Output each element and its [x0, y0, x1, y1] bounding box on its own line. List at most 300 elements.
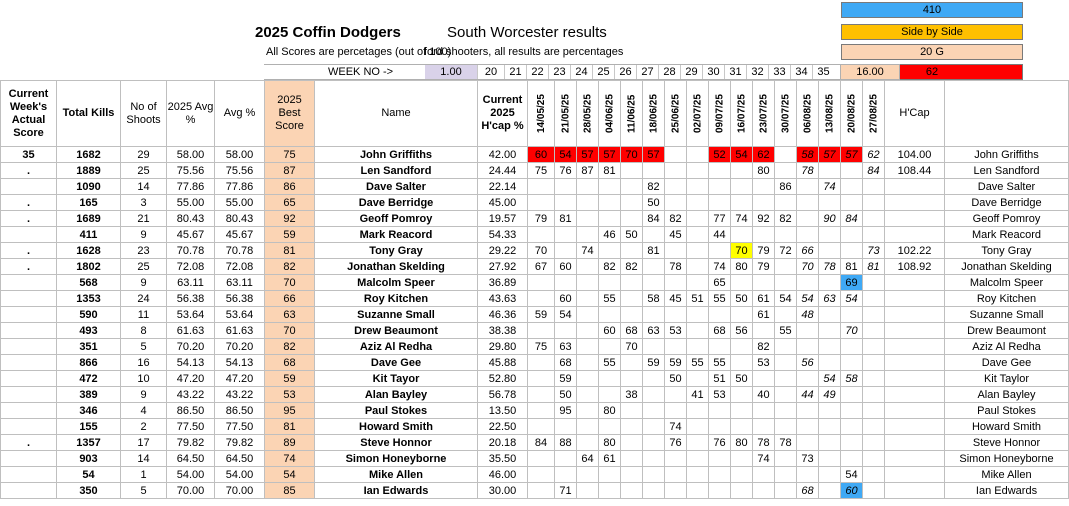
- current-score-cell[interactable]: [1, 179, 57, 195]
- week-number-cell[interactable]: 31: [724, 65, 746, 79]
- shooter-name-right-cell[interactable]: Tony Gray: [945, 243, 1069, 259]
- weekly-score-cell[interactable]: [665, 339, 687, 355]
- weekly-score-cell[interactable]: [731, 419, 753, 435]
- weekly-score-cell[interactable]: 50: [555, 387, 577, 403]
- shooter-name-right-cell[interactable]: Dave Gee: [945, 355, 1069, 371]
- weekly-score-cell[interactable]: 63: [819, 291, 841, 307]
- weekly-score-cell[interactable]: [841, 387, 863, 403]
- weekly-score-cell[interactable]: 58: [797, 147, 819, 163]
- hcap-cell[interactable]: 36.89: [478, 275, 528, 291]
- weekly-score-cell[interactable]: [775, 275, 797, 291]
- weekly-score-cell[interactable]: 80: [753, 163, 775, 179]
- weekly-score-cell[interactable]: [819, 323, 841, 339]
- weekly-score-cell[interactable]: 86: [775, 179, 797, 195]
- col-header-date[interactable]: 14/05/25: [528, 81, 555, 147]
- hcap2-cell[interactable]: [885, 483, 945, 499]
- weekly-score-cell[interactable]: 46: [599, 227, 621, 243]
- week-value-cell[interactable]: 1.00: [425, 65, 477, 79]
- weekly-score-cell[interactable]: 70: [797, 259, 819, 275]
- total-kills-cell[interactable]: 389: [57, 387, 121, 403]
- shooter-name-cell[interactable]: Ian Edwards: [315, 483, 478, 499]
- shooter-name-cell[interactable]: Simon Honeyborne: [315, 451, 478, 467]
- weekly-score-cell[interactable]: 82: [643, 179, 665, 195]
- best-score-cell[interactable]: 75: [265, 147, 315, 163]
- weekly-score-cell[interactable]: 53: [665, 323, 687, 339]
- weekly-score-cell[interactable]: [687, 467, 709, 483]
- current-score-cell[interactable]: [1, 291, 57, 307]
- info-cell-62[interactable]: 62: [841, 64, 1023, 80]
- col-header-shoots[interactable]: No of Shoots: [121, 81, 167, 147]
- weekly-score-cell[interactable]: 76: [555, 163, 577, 179]
- hcap2-cell[interactable]: 104.00: [885, 147, 945, 163]
- weekly-score-cell[interactable]: [819, 339, 841, 355]
- weekly-score-cell[interactable]: 70: [731, 243, 753, 259]
- avg-cell[interactable]: 79.82: [215, 435, 265, 451]
- hcap-cell[interactable]: 30.00: [478, 483, 528, 499]
- weekly-score-cell[interactable]: [577, 275, 599, 291]
- weekly-score-cell[interactable]: 68: [621, 323, 643, 339]
- weekly-score-cell[interactable]: 80: [731, 259, 753, 275]
- avg-cell[interactable]: 54.13: [215, 355, 265, 371]
- shooter-name-right-cell[interactable]: Len Sandford: [945, 163, 1069, 179]
- weekly-score-cell[interactable]: 81: [841, 259, 863, 275]
- weekly-score-cell[interactable]: [775, 483, 797, 499]
- weekly-score-cell[interactable]: [687, 323, 709, 339]
- weekly-score-cell[interactable]: [687, 419, 709, 435]
- weekly-score-cell[interactable]: [643, 403, 665, 419]
- col-header-total-kills[interactable]: Total Kills: [57, 81, 121, 147]
- current-score-cell[interactable]: [1, 227, 57, 243]
- shooter-name-cell[interactable]: Jonathan Skelding: [315, 259, 478, 275]
- weekly-score-cell[interactable]: [687, 163, 709, 179]
- weekly-score-cell[interactable]: [775, 259, 797, 275]
- avg-cell[interactable]: 61.63: [215, 323, 265, 339]
- weekly-score-cell[interactable]: 44: [797, 387, 819, 403]
- weekly-score-cell[interactable]: 88: [555, 435, 577, 451]
- weekly-score-cell[interactable]: 44: [709, 227, 731, 243]
- weekly-score-cell[interactable]: 51: [687, 291, 709, 307]
- weekly-score-cell[interactable]: [841, 419, 863, 435]
- shoots-cell[interactable]: 21: [121, 211, 167, 227]
- best-score-cell[interactable]: 81: [265, 419, 315, 435]
- weekly-score-cell[interactable]: [621, 435, 643, 451]
- weekly-score-cell[interactable]: 73: [797, 451, 819, 467]
- weekly-score-cell[interactable]: [687, 179, 709, 195]
- weekly-score-cell[interactable]: [643, 451, 665, 467]
- weekly-score-cell[interactable]: 63: [643, 323, 665, 339]
- col-header-date[interactable]: 06/08/25: [797, 81, 819, 147]
- weekly-score-cell[interactable]: [841, 163, 863, 179]
- hcap2-cell[interactable]: 102.22: [885, 243, 945, 259]
- weekly-score-cell[interactable]: [753, 371, 775, 387]
- weekly-score-cell[interactable]: [731, 467, 753, 483]
- weekly-score-cell[interactable]: [528, 323, 555, 339]
- weekly-score-cell[interactable]: 79: [528, 211, 555, 227]
- current-score-cell[interactable]: .: [1, 163, 57, 179]
- weekly-score-cell[interactable]: 60: [528, 147, 555, 163]
- weekly-score-cell[interactable]: 68: [797, 483, 819, 499]
- weekly-score-cell[interactable]: 61: [753, 291, 775, 307]
- weekly-score-cell[interactable]: [753, 179, 775, 195]
- weekly-score-cell[interactable]: 45: [665, 227, 687, 243]
- hcap2-cell[interactable]: [885, 227, 945, 243]
- hcap-cell[interactable]: 52.80: [478, 371, 528, 387]
- avg-2025-cell[interactable]: 63.11: [167, 275, 215, 291]
- weekly-score-cell[interactable]: 57: [599, 147, 621, 163]
- weekly-score-cell[interactable]: 73: [863, 243, 885, 259]
- weekly-score-cell[interactable]: 58: [643, 291, 665, 307]
- week-number-cell[interactable]: 33: [768, 65, 790, 79]
- hcap2-cell[interactable]: [885, 451, 945, 467]
- weekly-score-cell[interactable]: [621, 195, 643, 211]
- weekly-score-cell[interactable]: [528, 355, 555, 371]
- weekly-score-cell[interactable]: [731, 275, 753, 291]
- weekly-score-cell[interactable]: [863, 483, 885, 499]
- weekly-score-cell[interactable]: [841, 243, 863, 259]
- shooter-name-right-cell[interactable]: Steve Honnor: [945, 435, 1069, 451]
- weekly-score-cell[interactable]: [775, 419, 797, 435]
- weekly-score-cell[interactable]: 70: [621, 147, 643, 163]
- shooter-name-right-cell[interactable]: Geoff Pomroy: [945, 211, 1069, 227]
- shooter-name-cell[interactable]: Dave Gee: [315, 355, 478, 371]
- hcap-cell[interactable]: 24.44: [478, 163, 528, 179]
- weekly-score-cell[interactable]: 80: [599, 403, 621, 419]
- weekly-score-cell[interactable]: [709, 467, 731, 483]
- col-header-date[interactable]: 20/08/25: [841, 81, 863, 147]
- weekly-score-cell[interactable]: [621, 275, 643, 291]
- weekly-score-cell[interactable]: [555, 227, 577, 243]
- weekly-score-cell[interactable]: 50: [731, 371, 753, 387]
- shooter-name-cell[interactable]: Suzanne Small: [315, 307, 478, 323]
- weekly-score-cell[interactable]: [643, 227, 665, 243]
- current-score-cell[interactable]: [1, 403, 57, 419]
- shoots-cell[interactable]: 9: [121, 227, 167, 243]
- weekly-score-cell[interactable]: 87: [577, 163, 599, 179]
- weekly-score-cell[interactable]: [797, 435, 819, 451]
- col-header-best-score[interactable]: 2025 Best Score: [265, 81, 315, 147]
- weekly-score-cell[interactable]: [819, 307, 841, 323]
- hcap2-cell[interactable]: [885, 211, 945, 227]
- weekly-score-cell[interactable]: 57: [577, 147, 599, 163]
- shooter-name-cell[interactable]: Steve Honnor: [315, 435, 478, 451]
- total-kills-cell[interactable]: 472: [57, 371, 121, 387]
- shooter-name-right-cell[interactable]: Howard Smith: [945, 419, 1069, 435]
- weekly-score-cell[interactable]: [753, 419, 775, 435]
- weekly-score-cell[interactable]: [687, 259, 709, 275]
- weekly-score-cell[interactable]: [621, 179, 643, 195]
- shooter-name-right-cell[interactable]: Roy Kitchen: [945, 291, 1069, 307]
- weekly-score-cell[interactable]: [577, 291, 599, 307]
- total-kills-cell[interactable]: 1689: [57, 211, 121, 227]
- weekly-score-cell[interactable]: 81: [599, 163, 621, 179]
- avg-cell[interactable]: 63.11: [215, 275, 265, 291]
- weekly-score-cell[interactable]: [577, 483, 599, 499]
- weekly-score-cell[interactable]: [665, 195, 687, 211]
- weekly-score-cell[interactable]: [841, 435, 863, 451]
- current-score-cell[interactable]: [1, 339, 57, 355]
- avg-2025-cell[interactable]: 70.00: [167, 483, 215, 499]
- weekly-score-cell[interactable]: 54: [819, 371, 841, 387]
- weekly-score-cell[interactable]: [819, 243, 841, 259]
- weekly-score-cell[interactable]: [709, 451, 731, 467]
- shooter-name-cell[interactable]: Dave Salter: [315, 179, 478, 195]
- hcap2-cell[interactable]: 108.44: [885, 163, 945, 179]
- weekly-score-cell[interactable]: 40: [753, 387, 775, 403]
- weekly-score-cell[interactable]: [665, 275, 687, 291]
- hcap2-cell[interactable]: [885, 179, 945, 195]
- weekly-score-cell[interactable]: 74: [665, 419, 687, 435]
- weekly-score-cell[interactable]: [841, 179, 863, 195]
- week-number-cell[interactable]: 26: [614, 65, 636, 79]
- total-kills-cell[interactable]: 165: [57, 195, 121, 211]
- week-number-cell[interactable]: 30: [702, 65, 724, 79]
- weekly-score-cell[interactable]: 53: [709, 387, 731, 403]
- shooter-name-right-cell[interactable]: Mike Allen: [945, 467, 1069, 483]
- weekly-score-cell[interactable]: [775, 371, 797, 387]
- shooter-name-right-cell[interactable]: Paul Stokes: [945, 403, 1069, 419]
- weekly-score-cell[interactable]: [643, 435, 665, 451]
- col-header-name2[interactable]: [945, 81, 1069, 147]
- weekly-score-cell[interactable]: 78: [775, 435, 797, 451]
- weekly-score-cell[interactable]: 78: [665, 259, 687, 275]
- weekly-score-cell[interactable]: [863, 211, 885, 227]
- weekly-score-cell[interactable]: [687, 483, 709, 499]
- avg-cell[interactable]: 77.50: [215, 419, 265, 435]
- weekly-score-cell[interactable]: [753, 483, 775, 499]
- col-header-date[interactable]: 25/06/25: [665, 81, 687, 147]
- weekly-score-cell[interactable]: 63: [555, 339, 577, 355]
- weekly-score-cell[interactable]: 61: [753, 307, 775, 323]
- weekly-score-cell[interactable]: [863, 291, 885, 307]
- avg-cell[interactable]: 70.78: [215, 243, 265, 259]
- hcap-cell[interactable]: 29.22: [478, 243, 528, 259]
- hcap-cell[interactable]: 43.63: [478, 291, 528, 307]
- shoots-cell[interactable]: 25: [121, 163, 167, 179]
- col-header-avg[interactable]: Avg %: [215, 81, 265, 147]
- total-kills-cell[interactable]: 1682: [57, 147, 121, 163]
- weekly-score-cell[interactable]: 80: [599, 435, 621, 451]
- weekly-score-cell[interactable]: [665, 243, 687, 259]
- hcap-cell[interactable]: 27.92: [478, 259, 528, 275]
- weekly-score-cell[interactable]: [577, 227, 599, 243]
- weekly-score-cell[interactable]: 74: [753, 451, 775, 467]
- avg-cell[interactable]: 77.86: [215, 179, 265, 195]
- weekly-score-cell[interactable]: [643, 387, 665, 403]
- weekly-score-cell[interactable]: [731, 403, 753, 419]
- weekly-score-cell[interactable]: [528, 195, 555, 211]
- col-header-date[interactable]: 27/08/25: [863, 81, 885, 147]
- weekly-score-cell[interactable]: [599, 419, 621, 435]
- weekly-score-cell[interactable]: [555, 275, 577, 291]
- weekly-score-cell[interactable]: 51: [709, 371, 731, 387]
- weekly-score-cell[interactable]: [621, 355, 643, 371]
- weekly-score-cell[interactable]: [687, 147, 709, 163]
- total-kills-cell[interactable]: 351: [57, 339, 121, 355]
- weekly-score-cell[interactable]: [665, 387, 687, 403]
- shoots-cell[interactable]: 5: [121, 483, 167, 499]
- week-number-cell[interactable]: 25: [592, 65, 614, 79]
- weekly-score-cell[interactable]: 55: [709, 355, 731, 371]
- weekly-score-cell[interactable]: [863, 387, 885, 403]
- weekly-score-cell[interactable]: [863, 339, 885, 355]
- col-header-date[interactable]: 09/07/25: [709, 81, 731, 147]
- weekly-score-cell[interactable]: [841, 355, 863, 371]
- shoots-cell[interactable]: 4: [121, 403, 167, 419]
- total-kills-cell[interactable]: 54: [57, 467, 121, 483]
- shoots-cell[interactable]: 8: [121, 323, 167, 339]
- weekly-score-cell[interactable]: 55: [687, 355, 709, 371]
- current-score-cell[interactable]: [1, 355, 57, 371]
- weekly-score-cell[interactable]: 56: [797, 355, 819, 371]
- weekly-score-cell[interactable]: 84: [863, 163, 885, 179]
- weekly-score-cell[interactable]: [819, 355, 841, 371]
- current-score-cell[interactable]: [1, 419, 57, 435]
- weekly-score-cell[interactable]: [819, 195, 841, 211]
- weekly-score-cell[interactable]: 54: [841, 467, 863, 483]
- shooter-name-right-cell[interactable]: Kit Taylor: [945, 371, 1069, 387]
- shooter-name-right-cell[interactable]: Ian Edwards: [945, 483, 1069, 499]
- weekly-score-cell[interactable]: [731, 307, 753, 323]
- weekly-score-cell[interactable]: [577, 355, 599, 371]
- total-kills-cell[interactable]: 1802: [57, 259, 121, 275]
- weekly-score-cell[interactable]: [555, 243, 577, 259]
- shooter-name-cell[interactable]: Dave Berridge: [315, 195, 478, 211]
- weekly-score-cell[interactable]: [797, 403, 819, 419]
- weekly-score-cell[interactable]: [753, 227, 775, 243]
- weekly-score-cell[interactable]: [643, 483, 665, 499]
- weekly-score-cell[interactable]: [599, 307, 621, 323]
- weekly-score-cell[interactable]: [687, 307, 709, 323]
- weekly-score-cell[interactable]: 54: [555, 307, 577, 323]
- hcap2-cell[interactable]: [885, 275, 945, 291]
- weekly-score-cell[interactable]: [731, 227, 753, 243]
- weekly-score-cell[interactable]: [863, 307, 885, 323]
- col-header-date[interactable]: 18/06/25: [643, 81, 665, 147]
- total-kills-cell[interactable]: 411: [57, 227, 121, 243]
- weekly-score-cell[interactable]: 50: [621, 227, 643, 243]
- hcap2-cell[interactable]: 108.92: [885, 259, 945, 275]
- weekly-score-cell[interactable]: [709, 163, 731, 179]
- weekly-score-cell[interactable]: 74: [577, 243, 599, 259]
- col-header-date[interactable]: 30/07/25: [775, 81, 797, 147]
- best-score-cell[interactable]: 85: [265, 483, 315, 499]
- weekly-score-cell[interactable]: [621, 467, 643, 483]
- weekly-score-cell[interactable]: 57: [841, 147, 863, 163]
- weekly-score-cell[interactable]: [577, 179, 599, 195]
- weekly-score-cell[interactable]: [599, 467, 621, 483]
- weekly-score-cell[interactable]: [599, 339, 621, 355]
- weekly-score-cell[interactable]: 50: [665, 371, 687, 387]
- col-header-hcap[interactable]: Current 2025 H'cap %: [478, 81, 528, 147]
- avg-2025-cell[interactable]: 55.00: [167, 195, 215, 211]
- avg-cell[interactable]: 72.08: [215, 259, 265, 275]
- best-score-cell[interactable]: 63: [265, 307, 315, 323]
- weekly-score-cell[interactable]: [819, 163, 841, 179]
- shooter-name-cell[interactable]: Geoff Pomroy: [315, 211, 478, 227]
- weekly-score-cell[interactable]: [665, 467, 687, 483]
- weekly-score-cell[interactable]: [775, 227, 797, 243]
- weekly-score-cell[interactable]: [643, 467, 665, 483]
- weekly-score-cell[interactable]: 79: [753, 243, 775, 259]
- weekly-score-cell[interactable]: [731, 179, 753, 195]
- weekly-score-cell[interactable]: [775, 387, 797, 403]
- weekly-score-cell[interactable]: [687, 195, 709, 211]
- weekly-score-cell[interactable]: [528, 467, 555, 483]
- weekly-score-cell[interactable]: [709, 419, 731, 435]
- weekly-score-cell[interactable]: [599, 387, 621, 403]
- weekly-score-cell[interactable]: [819, 467, 841, 483]
- best-score-cell[interactable]: 70: [265, 323, 315, 339]
- col-header-date[interactable]: 02/07/25: [687, 81, 709, 147]
- week-number-cell[interactable]: 28: [658, 65, 680, 79]
- weekly-score-cell[interactable]: [863, 371, 885, 387]
- weekly-score-cell[interactable]: [775, 467, 797, 483]
- weekly-score-cell[interactable]: [775, 147, 797, 163]
- avg-2025-cell[interactable]: 70.78: [167, 243, 215, 259]
- weekly-score-cell[interactable]: 70: [621, 339, 643, 355]
- weekly-score-cell[interactable]: 38: [621, 387, 643, 403]
- weekly-score-cell[interactable]: 59: [555, 371, 577, 387]
- weekly-score-cell[interactable]: [753, 323, 775, 339]
- shooter-name-right-cell[interactable]: Mark Reacord: [945, 227, 1069, 243]
- current-score-cell[interactable]: [1, 387, 57, 403]
- avg-cell[interactable]: 56.38: [215, 291, 265, 307]
- weekly-score-cell[interactable]: [643, 275, 665, 291]
- weekly-score-cell[interactable]: 48: [797, 307, 819, 323]
- hcap-cell[interactable]: 45.00: [478, 195, 528, 211]
- weekly-score-cell[interactable]: 60: [599, 323, 621, 339]
- shooter-name-cell[interactable]: Kit Tayor: [315, 371, 478, 387]
- best-score-cell[interactable]: 81: [265, 243, 315, 259]
- weekly-score-cell[interactable]: 78: [797, 163, 819, 179]
- total-kills-cell[interactable]: 1628: [57, 243, 121, 259]
- weekly-score-cell[interactable]: 84: [841, 211, 863, 227]
- weekly-score-cell[interactable]: [555, 179, 577, 195]
- weekly-score-cell[interactable]: 50: [731, 291, 753, 307]
- hcap-cell[interactable]: 45.88: [478, 355, 528, 371]
- current-score-cell[interactable]: .: [1, 243, 57, 259]
- best-score-cell[interactable]: 86: [265, 179, 315, 195]
- week-number-cell[interactable]: 29: [680, 65, 702, 79]
- weekly-score-cell[interactable]: 95: [555, 403, 577, 419]
- total-kills-cell[interactable]: 590: [57, 307, 121, 323]
- weekly-score-cell[interactable]: [621, 451, 643, 467]
- weekly-score-cell[interactable]: [577, 371, 599, 387]
- weekly-score-cell[interactable]: [599, 243, 621, 259]
- weekly-score-cell[interactable]: [709, 195, 731, 211]
- weekly-score-cell[interactable]: [621, 483, 643, 499]
- weekly-score-cell[interactable]: [555, 451, 577, 467]
- weekly-score-cell[interactable]: [687, 227, 709, 243]
- hcap-week-cell[interactable]: 16.00: [840, 64, 900, 80]
- shooter-name-right-cell[interactable]: Dave Salter: [945, 179, 1069, 195]
- col-header-2025-avg[interactable]: 2025 Avg %: [167, 81, 215, 147]
- weekly-score-cell[interactable]: [621, 211, 643, 227]
- weekly-score-cell[interactable]: [753, 275, 775, 291]
- weekly-score-cell[interactable]: [577, 467, 599, 483]
- weekly-score-cell[interactable]: [775, 307, 797, 323]
- weekly-score-cell[interactable]: [841, 403, 863, 419]
- avg-2025-cell[interactable]: 75.56: [167, 163, 215, 179]
- week-number-cell[interactable]: 27: [636, 65, 658, 79]
- best-score-cell[interactable]: 82: [265, 259, 315, 275]
- weekly-score-cell[interactable]: [731, 483, 753, 499]
- weekly-score-cell[interactable]: 76: [709, 435, 731, 451]
- weekly-score-cell[interactable]: 60: [841, 483, 863, 499]
- weekly-score-cell[interactable]: [731, 163, 753, 179]
- weekly-score-cell[interactable]: 79: [753, 259, 775, 275]
- hcap2-cell[interactable]: [885, 419, 945, 435]
